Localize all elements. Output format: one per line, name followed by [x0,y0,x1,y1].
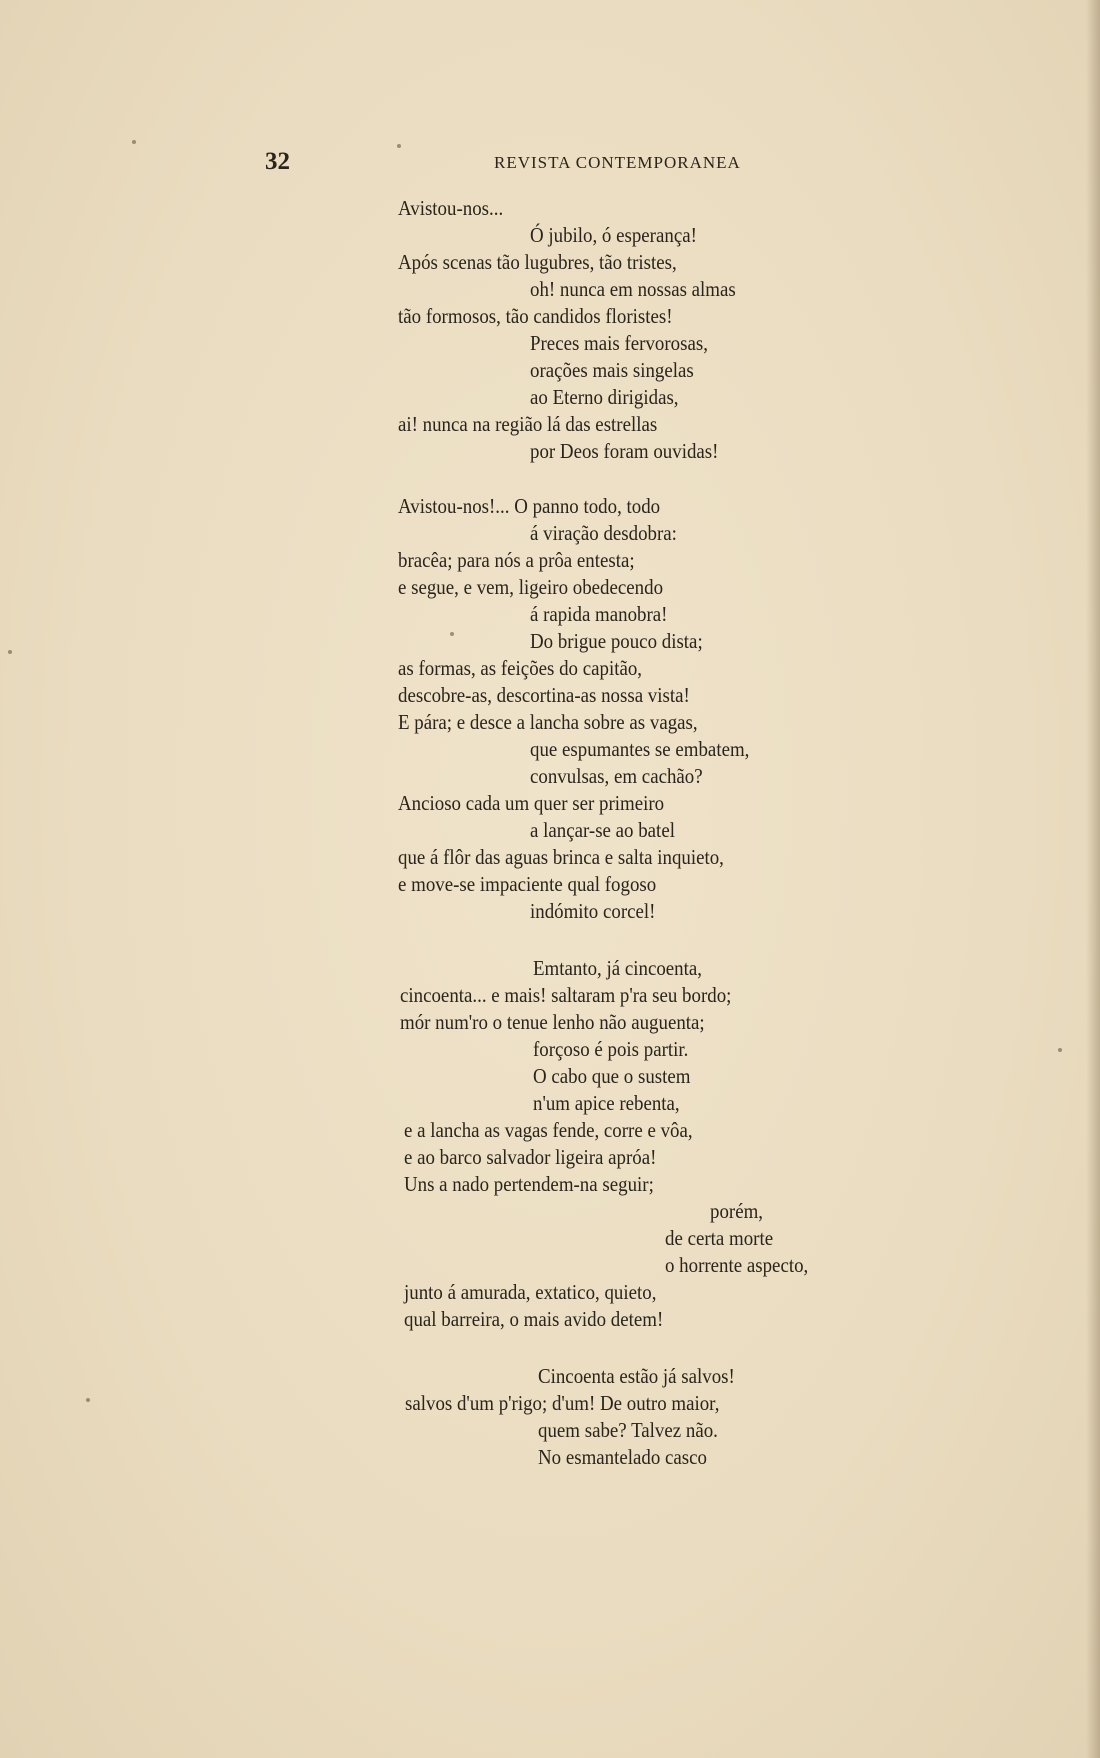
poem-line: quem sabe? Talvez não. [538,1418,718,1442]
paper-speck [397,144,401,148]
poem-line: e segue, e vem, ligeiro obedecendo [398,575,664,599]
poem-line: ai! nunca na região lá das estrellas [398,412,658,436]
poem-line: Uns a nado pertendem-na seguir; [404,1172,654,1196]
poem-line: e ao barco salvador ligeira apróa! [404,1145,657,1169]
poem-line: e a lancha as vagas fende, corre e vôa, [404,1118,693,1142]
poem-line: descobre-as, descortina-as nossa vista! [398,683,690,707]
poem-line: junto á amurada, extatico, quieto, [404,1280,657,1304]
paper-speck [86,1398,90,1402]
paper-speck [132,140,136,144]
poem-line: oh! nunca em nossas almas [530,277,736,301]
poem-line: Emtanto, já cincoenta, [533,956,702,980]
poem-line: forçoso é pois partir. [533,1037,689,1061]
poem-line: e move-se impaciente qual fogoso [398,872,657,896]
poem-line: Ó jubilo, ó esperança! [530,223,697,247]
poem-line: E pára; e desce a lancha sobre as vagas, [398,710,698,734]
poem-line: Ancioso cada um quer ser primeiro [398,791,665,815]
poem-line: de certa morte [665,1226,774,1250]
poem-line: Após scenas tão lugubres, tão tristes, [398,250,677,274]
poem-line: Do brigue pouco dista; [530,629,703,653]
poem-line: á rapida manobra! [530,602,668,626]
poem-line: que espumantes se embatem, [530,737,750,761]
poem-line: cincoenta... e mais! saltaram p'ra seu bordo; [400,983,732,1007]
page-number: 32 [265,148,290,175]
running-title: REVISTA CONTEMPORANEA [494,153,741,172]
poem-line: bracêa; para nós a prôa entesta; [398,548,635,572]
poem-line: qual barreira, o mais avido detem! [404,1307,664,1331]
poem-line: Avistou-nos... [398,196,504,220]
poem-line: n'um apice rebenta, [533,1091,680,1115]
poem-line: a lançar-se ao batel [530,818,675,842]
page-header [265,148,755,178]
poem-line: Preces mais fervorosas, [530,331,708,355]
poem-line: mór num'ro o tenue lenho não auguenta; [400,1010,705,1034]
poem-line: as formas, as feições do capitão, [398,656,643,680]
poem-line: Avistou-nos!... O panno todo, todo [398,494,661,518]
poem-line: tão formosos, tão candidos floristes! [398,304,673,328]
paper-speck [450,632,454,636]
poem-line: ao Eterno dirigidas, [530,385,679,409]
poem-line: No esmantelado casco [538,1445,707,1469]
poem-line: Cincoenta estão já salvos! [538,1364,735,1388]
poem-line: O cabo que o sustem [533,1064,691,1088]
poem-line: por Deos foram ouvidas! [530,439,719,463]
poem-line: salvos d'um p'rigo; d'um! De outro maior, [405,1391,720,1415]
poem-line: indómito corcel! [530,899,656,923]
poem-line: o horrente aspecto, [665,1253,809,1277]
paper-speck [1058,1048,1062,1052]
poem-line: orações mais singelas [530,358,694,382]
paper-speck [8,650,12,654]
poem-line: que á flôr das aguas brinca e salta inquieto, [398,845,724,869]
poem-line: á viração desdobra: [530,521,677,545]
poem-line: convulsas, em cachão? [530,764,703,788]
poem-line: porém, [710,1199,764,1223]
